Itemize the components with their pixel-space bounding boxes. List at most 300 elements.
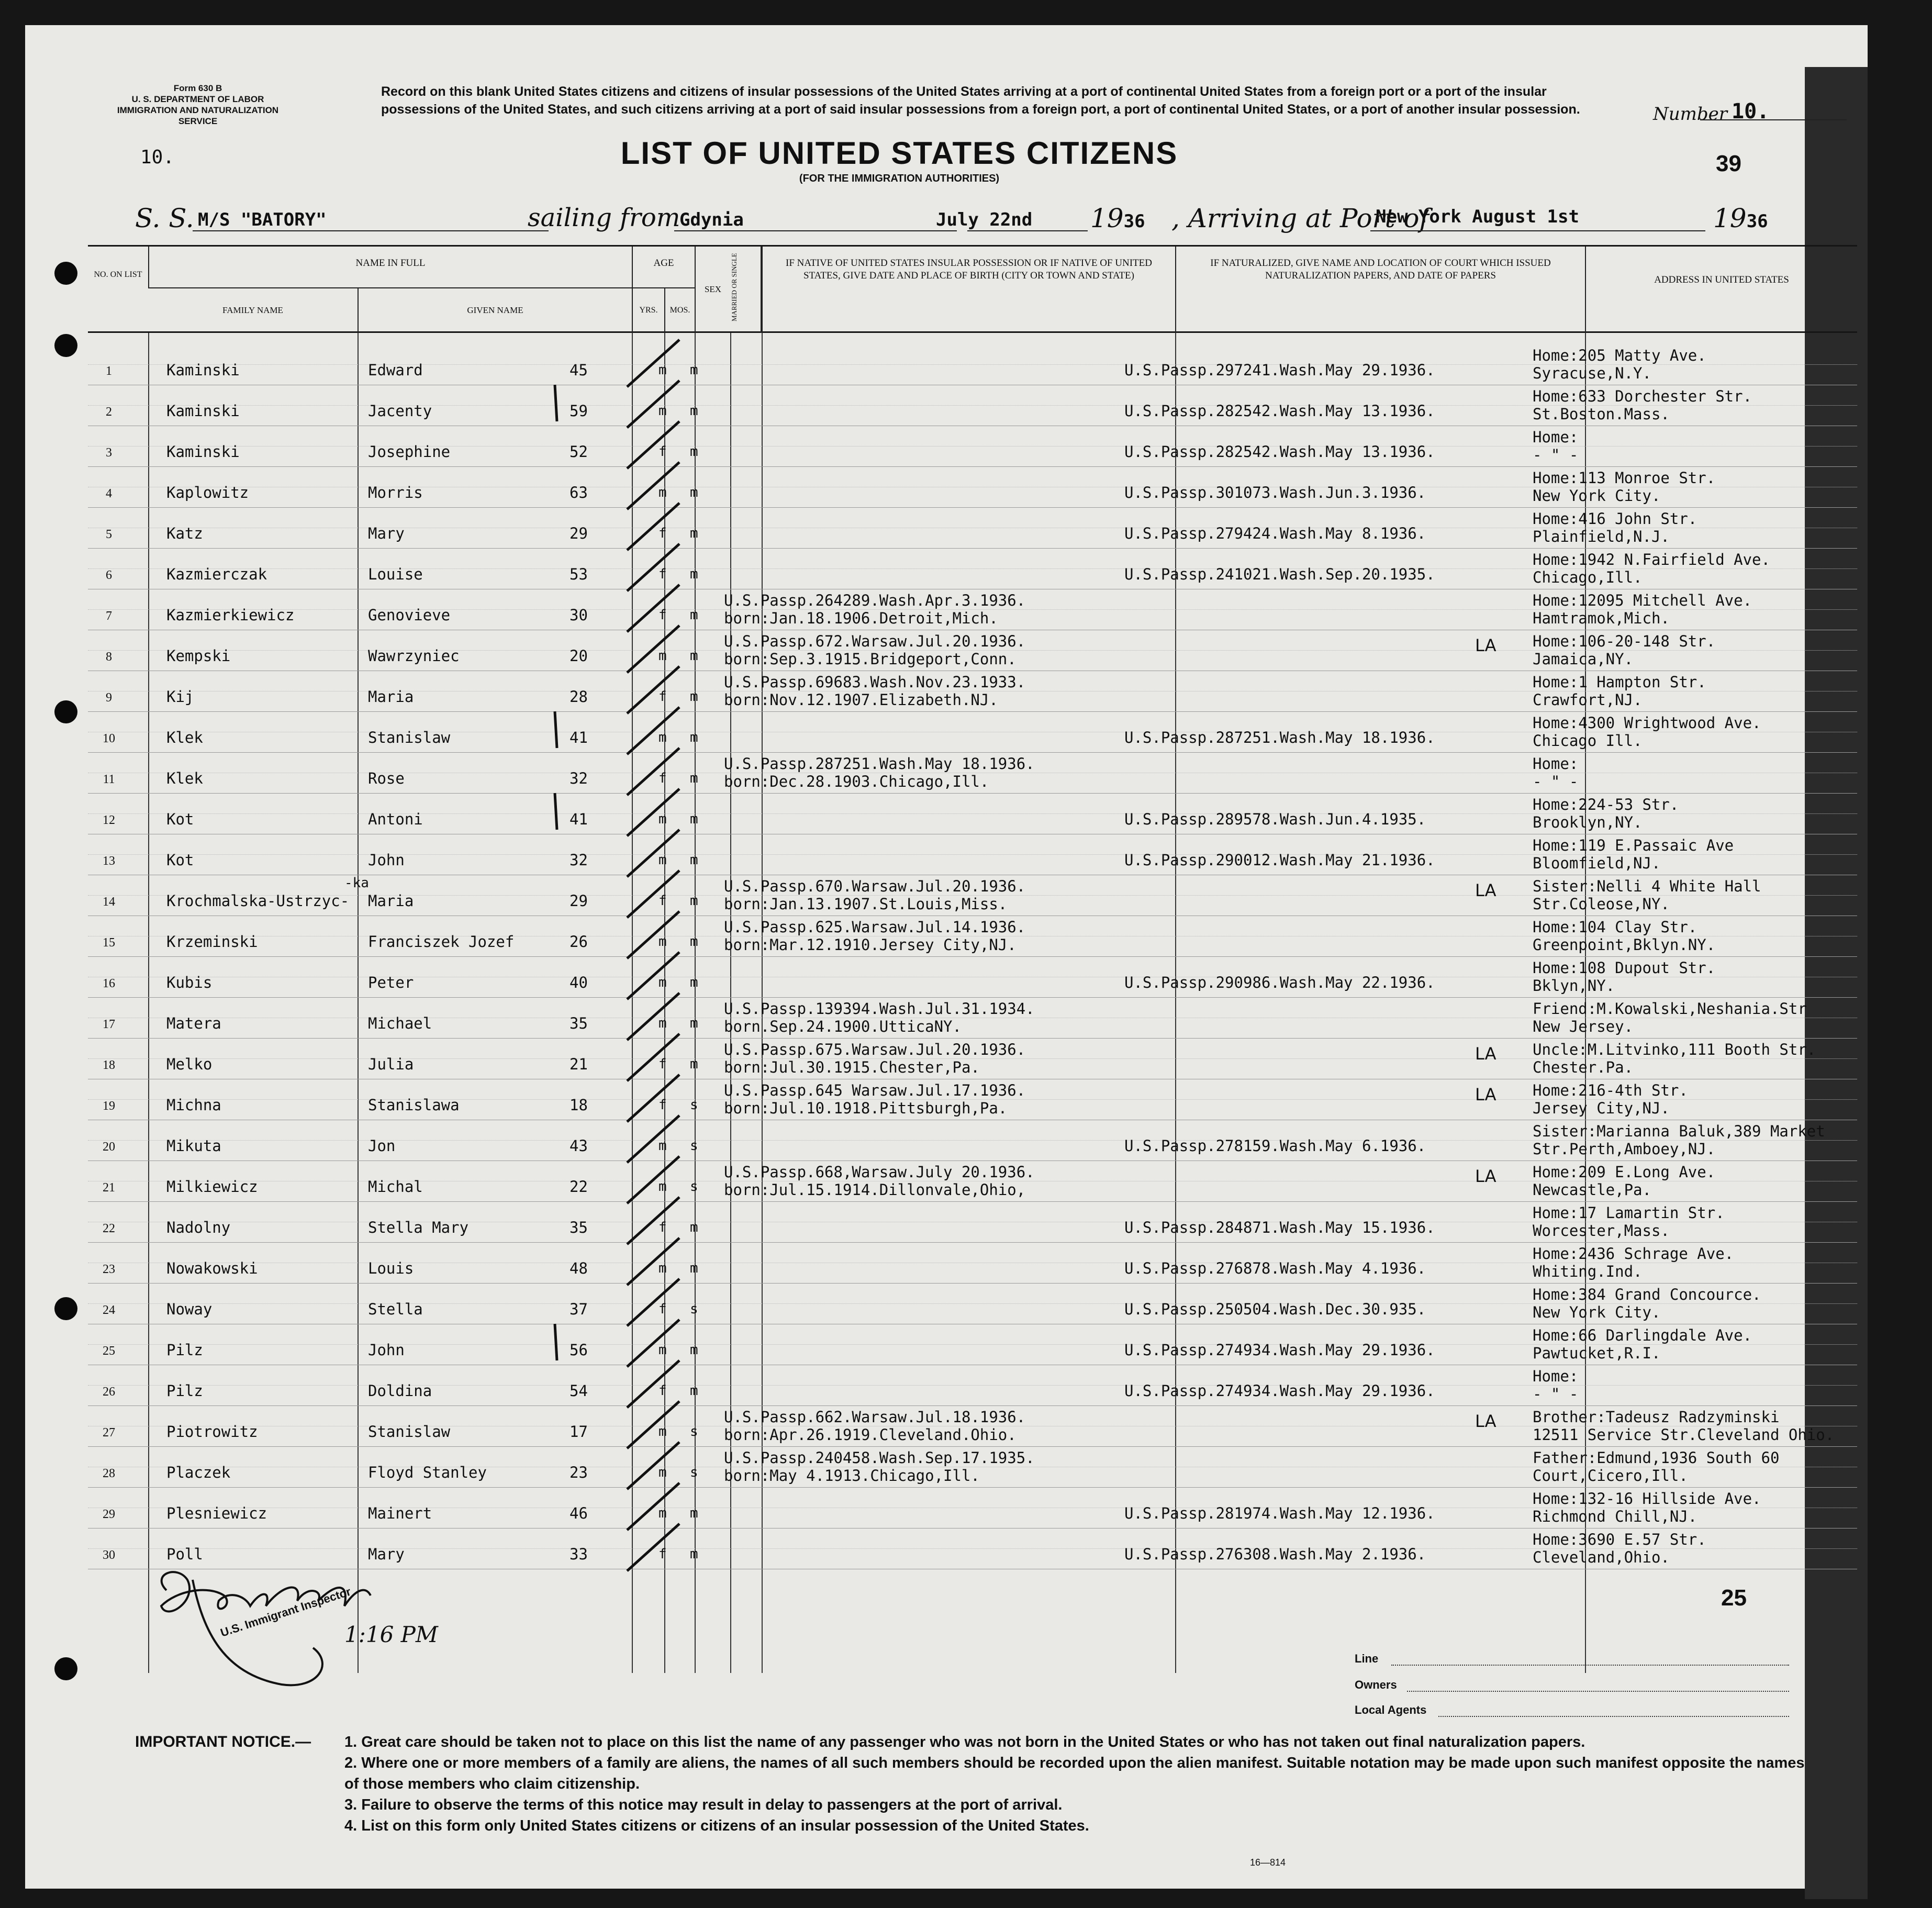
table-row xyxy=(88,467,1857,508)
time-note: 1:16 PM xyxy=(344,1622,438,1647)
table-row xyxy=(88,508,1857,549)
age-years: 28 xyxy=(569,688,588,706)
form-number: Form 630 B xyxy=(173,83,222,93)
marital-status: m xyxy=(690,1056,698,1072)
address-line-2: Chicago Ill. xyxy=(1533,732,1643,750)
handwritten-mark: LA xyxy=(1475,880,1497,900)
naturalization: U.S.Passp.250504.Wash.Dec.30.935. xyxy=(1124,1300,1426,1318)
row-number: 10 xyxy=(103,732,115,745)
address-line-2: Greenpoint,Bklyn.NY. xyxy=(1533,936,1716,954)
given-name: John xyxy=(368,1341,405,1359)
address-line-1: Home:216-4th Str. xyxy=(1533,1081,1688,1099)
row-number: 26 xyxy=(103,1385,115,1399)
sailing-label: sailing from xyxy=(528,203,680,232)
address-line-1: Friend:M.Kowalski,Neshania.Str xyxy=(1533,1000,1807,1018)
family-name: Kaminski xyxy=(166,402,240,420)
given-name: Michael xyxy=(368,1014,432,1032)
marital-status: m xyxy=(690,566,698,582)
number-underline xyxy=(1700,119,1847,120)
given-name: Louise xyxy=(368,565,423,583)
row-number: 18 xyxy=(103,1058,115,1072)
sex: m xyxy=(658,975,667,990)
handwritten-mark: LA xyxy=(1475,1085,1497,1104)
marital-status: m xyxy=(690,362,698,378)
table-row xyxy=(88,426,1857,467)
age-years: 18 xyxy=(569,1096,588,1114)
row-guideline xyxy=(88,446,1857,447)
age-years: 53 xyxy=(569,565,588,583)
table-row xyxy=(88,834,1857,875)
intro-text: Record on this blank United States citizens and citizens of insular possessions of the United States arriving at a port of continental United States from a foreign port or a port of the insular possessions of the United States, and such citizens arriving at a port of said insular possessions from a foreign port, a port of continental United States, or a port of another insular possession. xyxy=(381,84,1580,117)
address-line-1: Home:104 Clay Str. xyxy=(1533,918,1698,936)
address-line-2: Worcester,Mass. xyxy=(1533,1222,1670,1240)
address-line-1: Home:132-16 Hillside Ave. xyxy=(1533,1490,1761,1508)
row-number: 16 xyxy=(103,977,115,990)
naturalization: U.S.Passp.290012.Wash.May 21.1936. xyxy=(1124,851,1435,869)
age-years: 30 xyxy=(569,606,588,624)
sex: m xyxy=(658,1465,667,1480)
native-birth: born:May 4.1913.Chicago,Ill. xyxy=(724,1467,980,1485)
row-number: 25 xyxy=(103,1344,115,1358)
age-years: 41 xyxy=(569,810,588,828)
form-code: 16—814 xyxy=(1250,1857,1286,1868)
row-number: 20 xyxy=(103,1140,115,1154)
row-number: 8 xyxy=(106,650,112,664)
age-years: 20 xyxy=(569,647,588,665)
address-line-2: 12511 Service Str.Cleveland Ohio. xyxy=(1533,1426,1835,1444)
family-name: Milkiewicz xyxy=(166,1178,258,1196)
family-name: Kot xyxy=(166,810,194,828)
naturalization: U.S.Passp.276878.Wash.May 4.1936. xyxy=(1124,1259,1426,1277)
given-name: Peter xyxy=(368,974,414,991)
address-line-2: New Jersey. xyxy=(1533,1018,1634,1035)
naturalization: U.S.Passp.282542.Wash.May 13.1936. xyxy=(1124,443,1435,461)
native-birth: born.Sep.24.1900.UtticaNY. xyxy=(724,1018,962,1035)
sex: m xyxy=(658,1424,667,1440)
age-years: 59 xyxy=(569,402,588,420)
given-name: Rose xyxy=(368,769,405,787)
naturalization: U.S.Passp.297241.Wash.May 29.1936. xyxy=(1124,361,1435,379)
marital-status: m xyxy=(690,893,698,909)
marital-status: m xyxy=(690,934,698,950)
native-passport: U.S.Passp.240458.Wash.Sep.17.1935. xyxy=(724,1449,1035,1467)
sex: m xyxy=(658,1138,667,1154)
sex: m xyxy=(658,1016,667,1031)
table-row xyxy=(88,712,1857,753)
arrival-year: 1936 xyxy=(1713,203,1768,233)
address-line-2: Court,Cicero,Ill. xyxy=(1533,1467,1688,1485)
owners-field xyxy=(1407,1691,1789,1692)
agents-field xyxy=(1438,1716,1789,1717)
handwritten-mark: LA xyxy=(1475,1044,1497,1064)
from-underline xyxy=(674,230,957,231)
arriving-label: , Arriving at Port of xyxy=(1171,203,1430,233)
table-row xyxy=(88,1202,1857,1243)
sex: f xyxy=(658,1097,667,1113)
marital-status: m xyxy=(690,648,698,664)
age-years: 45 xyxy=(569,361,588,379)
inspector-title: U.S. Immigrant Inspector xyxy=(219,1585,353,1639)
table-row xyxy=(88,1079,1857,1120)
address-line-2: Syracuse,N.Y. xyxy=(1533,364,1651,382)
row-guideline xyxy=(88,1385,1857,1386)
sex: f xyxy=(658,893,667,909)
native-birth: born:Jul.10.1918.Pittsburgh,Pa. xyxy=(724,1099,1008,1117)
age-years: 54 xyxy=(569,1382,588,1400)
punch-hole xyxy=(54,334,77,357)
given-name: Stella xyxy=(368,1300,423,1318)
marital-status: m xyxy=(690,1546,698,1562)
sex: f xyxy=(658,607,667,623)
given-name: Louis xyxy=(368,1259,414,1277)
naturalization: U.S.Passp.274934.Wash.May 29.1936. xyxy=(1124,1382,1435,1400)
given-name: Floyd Stanley xyxy=(368,1464,487,1481)
row-number: 13 xyxy=(103,854,115,868)
handwritten-mark: LA xyxy=(1475,1411,1497,1431)
row-number: 5 xyxy=(106,528,112,541)
notice-item: 2. Where one or more members of a family are aliens, the names of all such members should be recorded upon the alien manifest. Suitable notation may be made upon such manifest opposite the names of those members who claim citizenship. xyxy=(344,1755,1805,1792)
family-name: Pilz xyxy=(166,1382,203,1400)
date-underline xyxy=(967,230,1088,231)
form-identifier xyxy=(104,83,292,127)
notice-item: 1. Great care should be taken not to place on this list the name of any passenger who was not born in the United States or who has not taken out final naturalization papers. xyxy=(344,1734,1585,1750)
marital-status: m xyxy=(690,852,698,868)
table-row xyxy=(88,589,1857,630)
age-years: 35 xyxy=(569,1014,588,1032)
address-line-2: Cleveland,Ohio. xyxy=(1533,1548,1670,1566)
address-line-1: Home:3690 E.57 Str. xyxy=(1533,1531,1706,1548)
family-name: Kaminski xyxy=(166,361,240,379)
sex: m xyxy=(658,852,667,868)
table-row xyxy=(88,1120,1857,1161)
naturalization: U.S.Passp.301073.Wash.Jun.3.1936. xyxy=(1124,484,1426,501)
line-field xyxy=(1391,1665,1789,1666)
sex: f xyxy=(658,1220,667,1235)
given-name: Antoni xyxy=(368,810,423,828)
row-number: 15 xyxy=(103,936,115,950)
age-years: 43 xyxy=(569,1137,588,1155)
marital-status: m xyxy=(690,689,698,705)
col-given-name: GIVEN NAME xyxy=(358,288,632,333)
col-married: MARRIED OR SINGLE xyxy=(730,247,762,333)
native-birth: born:Dec.28.1903.Chicago,Ill. xyxy=(724,773,989,790)
list-number: 10. xyxy=(140,147,175,168)
table-row xyxy=(88,1406,1857,1447)
native-birth: born:Apr.26.1919.Cleveland.Ohio. xyxy=(724,1426,1017,1444)
row-number: 19 xyxy=(103,1099,115,1113)
sex: f xyxy=(658,1056,667,1072)
marital-status: s xyxy=(690,1138,698,1154)
age-years: 32 xyxy=(569,769,588,787)
address-line-1: Home:108 Dupout Str. xyxy=(1533,959,1716,977)
age-years: 40 xyxy=(569,974,588,991)
age-years: 35 xyxy=(569,1219,588,1236)
address-line-1: Home:209 E.Long Ave. xyxy=(1533,1163,1716,1181)
native-birth: born:Sep.3.1915.Bridgeport,Conn. xyxy=(724,650,1017,668)
punch-hole xyxy=(54,262,77,285)
given-name: Maria xyxy=(368,688,414,706)
native-birth: born:Jul.15.1914.Dillonvale,Ohio, xyxy=(724,1181,1026,1199)
family-name: Kij xyxy=(166,688,194,706)
tick-mark xyxy=(549,790,564,832)
notice-heading: IMPORTANT NOTICE.— xyxy=(135,1733,311,1750)
address-line-1: Sister:Nelli 4 White Hall xyxy=(1533,877,1761,895)
marital-status: s xyxy=(690,1179,698,1195)
family-name: Nowakowski xyxy=(166,1259,258,1277)
row-number: 6 xyxy=(106,568,112,582)
naturalization: U.S.Passp.290986.Wash.May 22.1936. xyxy=(1124,974,1435,991)
table-row xyxy=(88,794,1857,834)
number-label: Number xyxy=(1653,104,1728,125)
family-name: Pilz xyxy=(166,1341,203,1359)
marital-status: m xyxy=(690,485,698,500)
sex: m xyxy=(658,403,667,419)
marital-status: m xyxy=(690,444,698,460)
sex: f xyxy=(658,1546,667,1562)
departure-port: Gdynia xyxy=(679,209,744,230)
row-number: 29 xyxy=(103,1508,115,1521)
address-line-2: Hamtramok,Mich. xyxy=(1533,609,1670,627)
given-name: Genovieve xyxy=(368,606,451,624)
native-passport: U.S.Passp.645 Warsaw.Jul.17.1936. xyxy=(724,1081,1026,1099)
family-name: Kot xyxy=(166,851,194,869)
address-line-2: Jersey City,NJ. xyxy=(1533,1099,1670,1117)
col-naturalized: IF NATURALIZED, GIVE NAME AND LOCATION OF COURT WHICH ISSUED NATURALIZATION PAPERS, AND DATE OF PAPERS xyxy=(1175,247,1585,333)
table-row xyxy=(88,875,1857,916)
row-number: 23 xyxy=(103,1263,115,1276)
marital-status: m xyxy=(690,1342,698,1358)
given-name: Stella Mary xyxy=(368,1219,469,1236)
row-number: 27 xyxy=(103,1426,115,1440)
age-years: 41 xyxy=(569,729,588,746)
address-line-1: Home:416 John Str. xyxy=(1533,510,1698,528)
family-name: Kazmierkiewicz xyxy=(166,606,295,624)
table-row xyxy=(88,671,1857,712)
row-number: 14 xyxy=(103,895,115,909)
col-sex: SEX xyxy=(695,247,730,333)
marital-status: s xyxy=(690,1097,698,1113)
col-address: ADDRESS IN UNITED STATES xyxy=(1585,247,1857,333)
sex: f xyxy=(658,1301,667,1317)
address-line-2: Crawfort,NJ. xyxy=(1533,691,1643,709)
family-name: Kaplowitz xyxy=(166,484,249,501)
native-passport: U.S.Passp.287251.Wash.May 18.1936. xyxy=(724,755,1035,773)
naturalization: U.S.Passp.282542.Wash.May 13.1936. xyxy=(1124,402,1435,420)
row-number: 3 xyxy=(106,446,112,460)
col-yrs: YRS. xyxy=(632,288,664,333)
service: IMMIGRATION AND NATURALIZATION SERVICE xyxy=(117,105,279,126)
family-name: Krochmalska-Ustrzyc- xyxy=(166,892,350,910)
sex: f xyxy=(658,771,667,786)
marital-status: m xyxy=(690,403,698,419)
given-name: Mary xyxy=(368,1545,405,1563)
family-name: Klek xyxy=(166,769,203,787)
sex: m xyxy=(658,934,667,950)
sex: m xyxy=(658,485,667,500)
given-name: Mainert xyxy=(368,1504,432,1522)
row-number: 28 xyxy=(103,1467,115,1480)
given-name: Doldina xyxy=(368,1382,432,1400)
given-name: Stanislawa xyxy=(368,1096,460,1114)
punch-hole xyxy=(54,1657,77,1680)
address-line-1: Home:106-20-148 Str. xyxy=(1533,632,1716,650)
given-name: Josephine xyxy=(368,443,451,461)
checkmark-slash xyxy=(617,1521,695,1574)
naturalization: U.S.Passp.276308.Wash.May 2.1936. xyxy=(1124,1545,1426,1563)
native-birth: born:Jan.13.1907.St.Louis,Miss. xyxy=(724,895,1008,913)
given-name: Stanislaw xyxy=(368,729,451,746)
address-line-2: Bloomfield,NJ. xyxy=(1533,854,1661,872)
notice-item: 4. List on this form only United States citizens or citizens of an insular possession of the United States. xyxy=(344,1817,1089,1834)
naturalization: U.S.Passp.284871.Wash.May 15.1936. xyxy=(1124,1219,1435,1236)
address-line-2: Chester.Pa. xyxy=(1533,1058,1634,1076)
table-row xyxy=(88,1365,1857,1406)
row-number: 30 xyxy=(103,1548,115,1562)
sex: f xyxy=(658,689,667,705)
marital-status: m xyxy=(690,1260,698,1276)
table-row xyxy=(88,998,1857,1039)
address-line-1: Home: xyxy=(1533,1367,1579,1385)
col-no: NO. ON LIST xyxy=(94,270,142,279)
row-number: 12 xyxy=(103,813,115,827)
family-name: Katz xyxy=(166,525,203,542)
native-passport: U.S.Passp.625.Warsaw.Jul.14.1936. xyxy=(724,918,1026,936)
address-line-2: - " - xyxy=(1533,446,1579,464)
family-name: Kempski xyxy=(166,647,231,665)
address-line-1: Home:2436 Schrage Ave. xyxy=(1533,1245,1734,1263)
native-passport: U.S.Passp.662.Warsaw.Jul.18.1936. xyxy=(724,1408,1026,1426)
family-name: Mikuta xyxy=(166,1137,221,1155)
age-years: 56 xyxy=(569,1341,588,1359)
row-number: 4 xyxy=(106,487,112,500)
sex: f xyxy=(658,526,667,541)
family-name: Noway xyxy=(166,1300,213,1318)
sex: m xyxy=(658,1260,667,1276)
row-number: 2 xyxy=(106,405,112,419)
naturalization: U.S.Passp.278159.Wash.May 6.1936. xyxy=(1124,1137,1426,1155)
native-birth: born:Jan.18.1906.Detroit,Mich. xyxy=(724,609,998,627)
age-years: 63 xyxy=(569,484,588,501)
given-name: Franciszek Jozef xyxy=(368,933,515,951)
naturalization: U.S.Passp.287251.Wash.May 18.1936. xyxy=(1124,729,1435,746)
punch-hole xyxy=(54,700,77,723)
family-name: Placzek xyxy=(166,1464,231,1481)
table-row xyxy=(88,1447,1857,1488)
age-years: 26 xyxy=(569,933,588,951)
sex: m xyxy=(658,730,667,745)
address-line-1: Home:384 Grand Concource. xyxy=(1533,1286,1761,1303)
address-line-1: Home:66 Darlingdale Ave. xyxy=(1533,1326,1752,1344)
manifest-sheet xyxy=(25,25,1868,1889)
age-years: 52 xyxy=(569,443,588,461)
address-line-2: - " - xyxy=(1533,1385,1579,1403)
address-line-2: Brooklyn,NY. xyxy=(1533,813,1643,831)
native-passport: U.S.Passp.264289.Wash.Apr.3.1936. xyxy=(724,592,1026,609)
given-name: Michal xyxy=(368,1178,423,1196)
tick-mark xyxy=(549,1321,564,1363)
table-row xyxy=(88,1039,1857,1079)
family-name: Plesniewicz xyxy=(166,1504,267,1522)
naturalization: U.S.Passp.289578.Wash.Jun.4.1935. xyxy=(1124,810,1426,828)
given-name: Stanislaw xyxy=(368,1423,451,1441)
address-line-1: Home:1 Hampton Str. xyxy=(1533,673,1706,691)
address-line-2: Newcastle,Pa. xyxy=(1533,1181,1651,1199)
row-number: 22 xyxy=(103,1222,115,1235)
native-passport: U.S.Passp.69683.Wash.Nov.23.1933. xyxy=(724,673,1026,691)
address-line-2: Jamaica,NY. xyxy=(1533,650,1634,668)
naturalization: U.S.Passp.279424.Wash.May 8.1936. xyxy=(1124,525,1426,542)
marital-status: m xyxy=(690,1505,698,1521)
table-row xyxy=(88,916,1857,957)
family-name: Matera xyxy=(166,1014,221,1032)
address-line-1: Brother:Tadeusz Radzyminski xyxy=(1533,1408,1780,1426)
native-birth: born:Jul.30.1915.Chester,Pa. xyxy=(724,1058,980,1076)
arrival-port: New York August 1st xyxy=(1376,206,1579,227)
marital-status: s xyxy=(690,1301,698,1317)
native-birth: born:Mar.12.1910.Jersey City,NJ. xyxy=(724,936,1017,954)
port-underline xyxy=(1370,230,1705,231)
age-years: 46 xyxy=(569,1504,588,1522)
col-age: AGE xyxy=(632,247,695,288)
naturalization: U.S.Passp.281974.Wash.May 12.1936. xyxy=(1124,1504,1435,1522)
sex: f xyxy=(658,566,667,582)
marital-status: m xyxy=(690,1016,698,1031)
table-row xyxy=(88,1284,1857,1324)
number-value: 10. xyxy=(1732,99,1770,124)
marital-status: m xyxy=(690,975,698,990)
address-line-1: Home:12095 Mitchell Ave. xyxy=(1533,592,1752,609)
sex: m xyxy=(658,362,667,378)
row-number: 24 xyxy=(103,1303,115,1317)
page-subtitle: (FOR THE IMMIGRATION AUTHORITIES) xyxy=(799,173,1000,184)
family-name: Poll xyxy=(166,1545,203,1563)
address-line-2: Pawtucket,R.I. xyxy=(1533,1344,1661,1362)
age-years: 23 xyxy=(569,1464,588,1481)
given-name: Maria xyxy=(368,892,414,910)
native-passport: U.S.Passp.670.Warsaw.Jul.20.1936. xyxy=(724,877,1026,895)
address-line-1: Home: xyxy=(1533,428,1579,446)
address-line-2: Chicago,Ill. xyxy=(1533,568,1643,586)
marital-status: m xyxy=(690,730,698,745)
sex: m xyxy=(658,811,667,827)
age-years: 48 xyxy=(569,1259,588,1277)
address-line-1: Sister:Marianna Baluk,389 Market xyxy=(1533,1122,1825,1140)
address-line-2: Richmond Chill,NJ. xyxy=(1533,1508,1698,1525)
address-line-2: Whiting.Ind. xyxy=(1533,1263,1643,1280)
sex: m xyxy=(658,1179,667,1195)
address-line-1: Home:1942 N.Fairfield Ave. xyxy=(1533,551,1770,568)
col-family-name: FAMILY NAME xyxy=(222,305,283,315)
sex: m xyxy=(658,1342,667,1358)
age-years: 21 xyxy=(569,1055,588,1073)
address-line-1: Home:633 Dorchester Str. xyxy=(1533,387,1752,405)
agents-label: Local Agents xyxy=(1355,1703,1427,1716)
family-name: Michna xyxy=(166,1096,221,1114)
address-line-2: New York City. xyxy=(1533,1303,1661,1321)
row-number: 7 xyxy=(106,609,112,623)
family-name: Klek xyxy=(166,729,203,746)
address-line-2: Str.Coleose,NY. xyxy=(1533,895,1670,913)
row-number: 17 xyxy=(103,1018,115,1031)
table-row xyxy=(88,549,1857,589)
handwritten-mark: LA xyxy=(1475,635,1497,655)
tick-mark xyxy=(549,709,564,751)
sail-year: 1936 xyxy=(1090,203,1145,233)
row-number: 21 xyxy=(103,1181,115,1195)
marital-status: m xyxy=(690,1383,698,1399)
address-line-1: Father:Edmund,1936 South 60 xyxy=(1533,1449,1780,1467)
notice-item: 3. Failure to observe the terms of this notice may result in delay to passengers at the port of arrival. xyxy=(344,1797,1063,1813)
